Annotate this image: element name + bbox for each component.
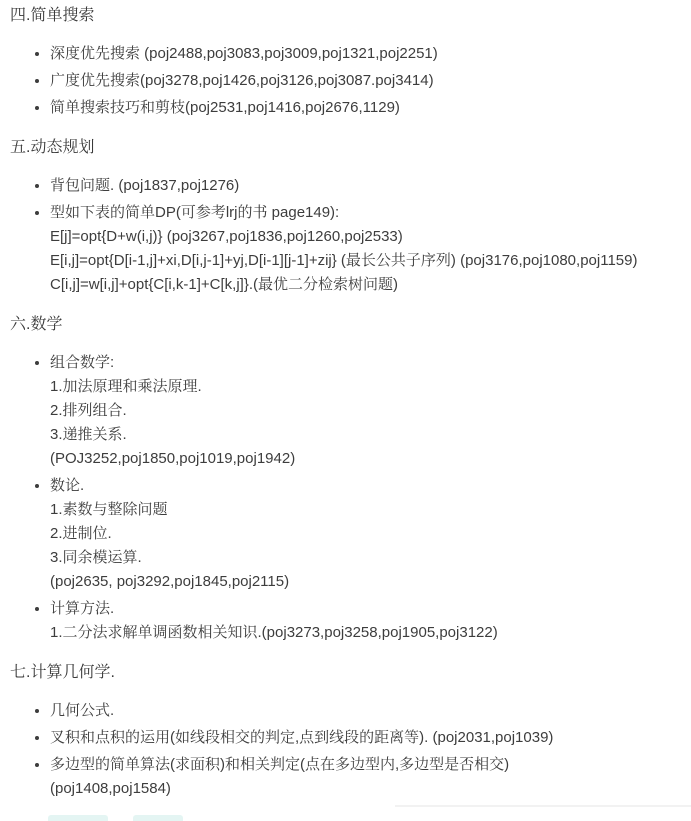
list-item bbox=[50, 699, 681, 723]
list-item bbox=[50, 351, 681, 471]
list-item-line: • 计算方法. bbox=[50, 600, 115, 617]
section-list bbox=[10, 42, 681, 120]
list-item-line: • 几何公式. bbox=[50, 702, 115, 719]
list-item-line: • 背包问题. (poj1837,poj1276) bbox=[50, 177, 240, 194]
outline-sections bbox=[10, 6, 681, 801]
list-item-line: (poj2635, poj3292,poj1845,poj2115) bbox=[50, 573, 290, 590]
outline-section bbox=[10, 663, 681, 801]
outline-section bbox=[10, 6, 681, 120]
list-item-line: • 简单搜索技巧和剪枝(poj2531,poj1416,poj2676,1129) bbox=[50, 99, 400, 116]
list-item-line: • 多边型的简单算法(求面积)和相关判定(点在多边型内,多边型是否相交) bbox=[50, 756, 510, 773]
list-item-line: • 叉积和点积的运用(如线段相交的判定,点到线段的距离等). (poj2031,poj1039) bbox=[50, 729, 554, 746]
footer-divider bbox=[395, 805, 691, 807]
list-item-line: E[j]=opt{D+w(i,j)} (poj3267,poj1836,poj1260,poj2533) bbox=[50, 228, 403, 245]
list-item-line: 1.素数与整除问题 bbox=[50, 501, 168, 518]
section-heading: 五.动态规划 bbox=[10, 139, 95, 156]
list-item-line: E[i,j]=opt{D[i-1,j]+xi,D[i,j-1]+yj,D[i-1][j-1]+zij} (最长公共子序列) (poj3176,poj1080,poj1159) bbox=[50, 252, 638, 269]
list-item bbox=[50, 42, 681, 66]
section-list bbox=[10, 699, 681, 801]
list-item-line: 3.同余模运算. bbox=[50, 549, 142, 566]
list-item-line: (poj1408,poj1584) bbox=[50, 780, 171, 797]
list-item bbox=[50, 726, 681, 750]
list-item-line: 1.二分法求解单调函数相关知识.(poj3273,poj3258,poj1905,poj3122) bbox=[50, 624, 498, 641]
list-item-line: • 组合数学: bbox=[50, 354, 115, 371]
outline-section bbox=[10, 315, 681, 645]
list-item-line: 3.递推关系. bbox=[50, 426, 127, 443]
list-item-line: C[i,j]=w[i,j]+opt{C[i,k-1]+C[k,j]}.(最优二分检索树问题) bbox=[50, 276, 398, 293]
list-item-line: 2.进制位. bbox=[50, 525, 112, 542]
list-item bbox=[50, 597, 681, 645]
list-item-line: • 广度优先搜索(poj3278,poj1426,poj3126,poj3087.poj3414) bbox=[50, 72, 434, 89]
list-item-line: (POJ3252,poj1850,poj1019,poj1942) bbox=[50, 450, 296, 467]
list-item-line: 1.加法原理和乘法原理. bbox=[50, 378, 202, 395]
outline-section bbox=[10, 138, 681, 297]
list-item-line: • 深度优先搜索 (poj2488,poj3083,poj3009,poj1321,poj2251) bbox=[50, 45, 438, 62]
list-item-line: • 型如下表的简单DP(可参考lrj的书 page149): bbox=[50, 204, 340, 221]
section-heading: 六.数学 bbox=[10, 316, 63, 333]
list-item bbox=[50, 96, 681, 120]
list-item bbox=[50, 753, 681, 801]
list-item bbox=[50, 174, 681, 198]
section-heading: 四.简单搜索 bbox=[10, 7, 95, 24]
list-item bbox=[50, 201, 681, 297]
list-item bbox=[50, 69, 681, 93]
section-list bbox=[10, 351, 681, 645]
list-item-line: • 数论. bbox=[50, 477, 85, 494]
footer-tag-chip[interactable] bbox=[133, 815, 183, 821]
list-item bbox=[50, 474, 681, 594]
footer-tag-chip[interactable] bbox=[48, 815, 108, 821]
list-item-line: 2.排列组合. bbox=[50, 402, 127, 419]
section-heading: 七.计算几何学. bbox=[10, 664, 115, 681]
section-list bbox=[10, 174, 681, 297]
